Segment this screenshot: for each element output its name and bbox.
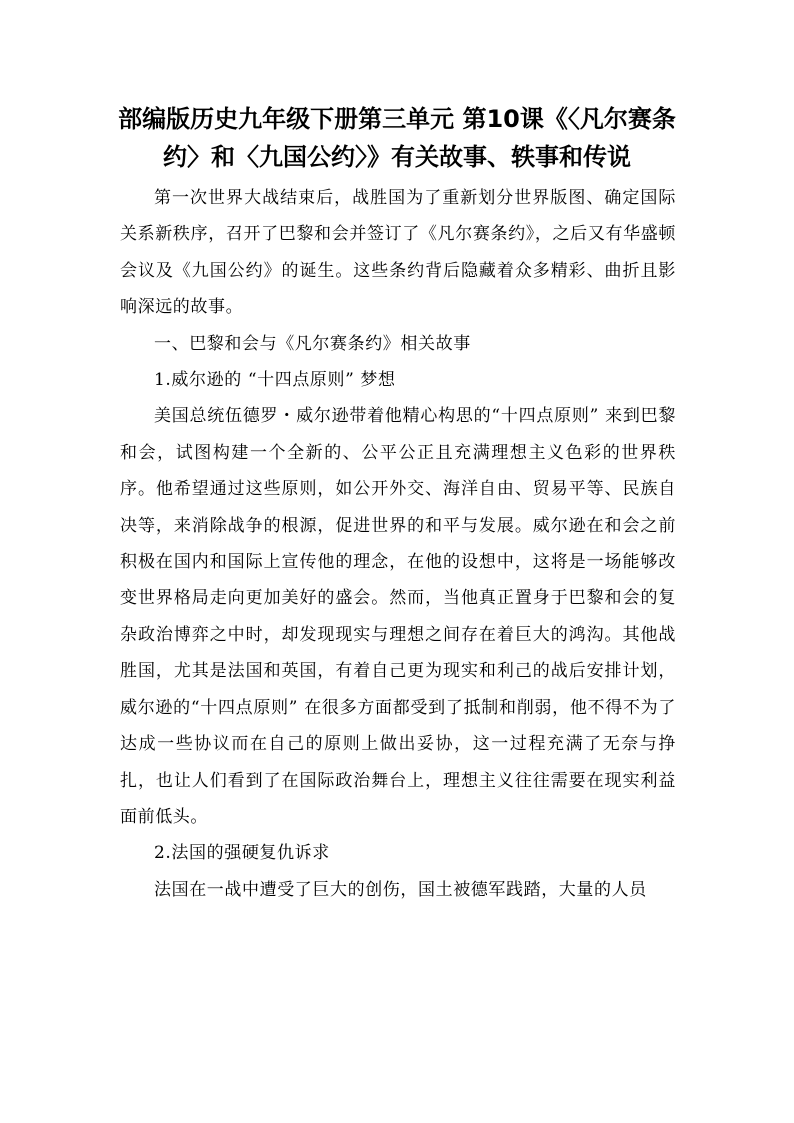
intro-paragraph: 第一次世界大战结束后，战胜国为了重新划分世界版图、确定国际关系新秩序，召开了巴黎和会并签订了《凡尔赛条约》，之后又有华盛顿会议及《九国公约》的诞生。这些条约背后隐藏着众多精彩、曲折且影响深远的故事。 xyxy=(120,188,676,318)
document-title: 部编版历史九年级下册第三单元 第10课《〈凡尔赛条约〉和〈九国公约〉》有关故事、轶事和传说 xyxy=(118,105,676,171)
document-body xyxy=(120,180,676,908)
subsection-heading-france: 2.法国的强硬复仇诉求 xyxy=(154,843,330,864)
section-heading-paris-conference: 一、巴黎和会与《凡尔赛条约》相关故事 xyxy=(154,333,471,354)
wilson-paragraph: 美国总统伍德罗・威尔逊带着他精心构思的“十四点原则” 来到巴黎和会，试图构建一个全新的、公平公正且充满理想主义色彩的世界秩序。他希望通过这些原则，如公开外交、海洋自由、贸易平等、民族自决等，来消除战争的根源，促进世界的和平与发展。威尔逊在和会之前积极在国内和国际上宣传他的理念，在他的设想中，这将是一场能够改变世界格局走向更加美好的盛会。然而，当他真正置身于巴黎和会的复杂政治博弈之中时，却发现现实与理想之间存在着巨大的鸿沟。其他战胜国，尤其是法国和英国，有着自己更为现实和利己的战后安排计划，威尔逊的“十四点原则” 在很多方面都受到了抵制和削弱，他不得不为了达成一些协议而在自己的原则上做出妥协，这一过程充满了无奈与挣扎，也让人们看到了在国际政治舞台上，理想主义往往需要在现实利益面前低头。 xyxy=(120,406,676,827)
france-paragraph: 法国在一战中遭受了巨大的创伤，国土被德军践踏，大量的人员 xyxy=(154,879,647,900)
subsection-heading-wilson: 1.威尔逊的 “十四点原则” 梦想 xyxy=(154,370,396,391)
